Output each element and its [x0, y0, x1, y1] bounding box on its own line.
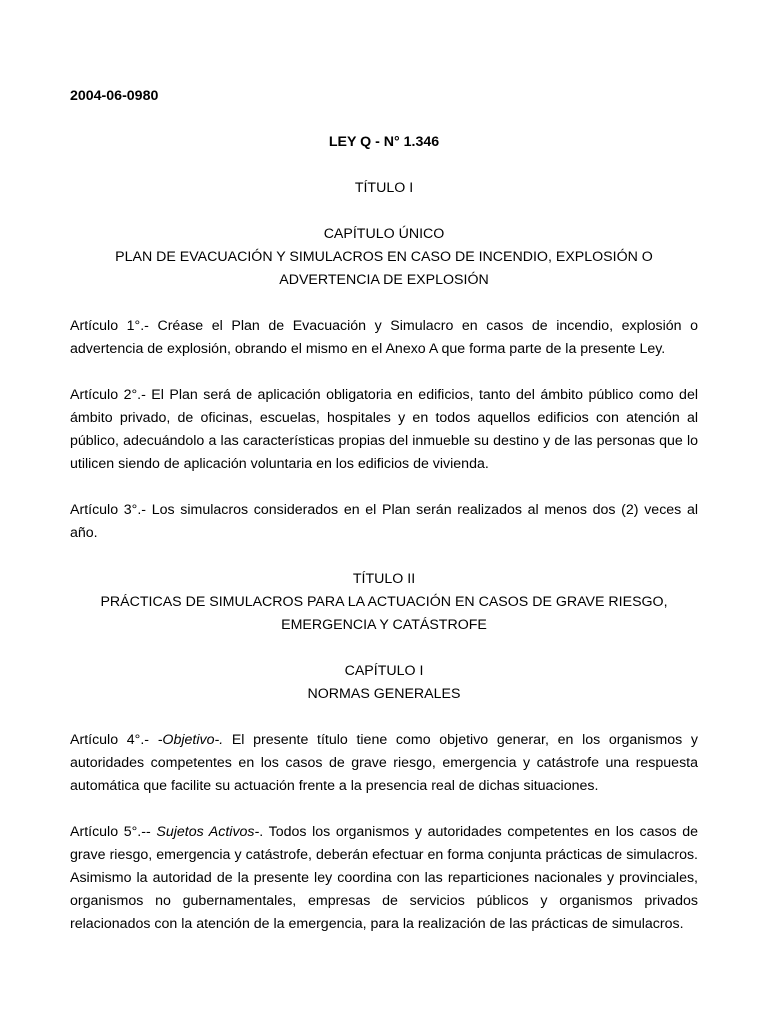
- article-3: Artículo 3°.- Los simulacros considerados en el Plan serán realizados al menos dos (2) veces al año.: [70, 502, 698, 541]
- article-1: Artículo 1°.- Créase el Plan de Evacuación y Simulacro en casos de incendio, explosión o advertencia de explosión, obrando el mismo en el Anexo A que forma parte de la presente Ley.: [70, 318, 698, 357]
- article-4-italic: -Objetivo-.: [157, 732, 224, 748]
- article-5-text: . Todos los organismos y autoridades competentes en los casos de grave riesgo, emergencia y catástrofe, deberán efectuar en forma conjunta prácticas de simulacros. Asimismo la autoridad de la presente ley coordina con las reparticiones nacionales y provinciales, organismos no gubernamentales, empresas de servicios públicos y organismos privados relacionados con la atención de la emergencia, para la realización de las prácticas de simulacros.: [70, 824, 698, 932]
- law-title: LEY Q - N° 1.346: [328, 134, 440, 150]
- article-4: [70, 729, 698, 798]
- titulo-1-heading: TÍTULO I: [354, 180, 414, 196]
- capitulo-1-heading: CAPÍTULO I: [344, 663, 424, 679]
- article-2: Artículo 2°.- El Plan será de aplicación obligatoria en edificios, tanto del ámbito público como del ámbito privado, de oficinas, escuelas, hospitales y en todos aquellos edificios con atención al público, adecuándolo a las características propias del inmueble su destino y de las personas que lo utilicen siendo de aplicación voluntaria en los edificios de vivienda.: [70, 387, 698, 472]
- article-5-prefix: Artículo 5°.--: [70, 824, 157, 840]
- capitulo-1-name: NORMAS GENERALES: [307, 686, 461, 702]
- titulo-1-name-line1: PLAN DE EVACUACIÓN Y SIMULACROS EN CASO DE INCENDIO, EXPLOSIÓN O: [115, 249, 653, 265]
- article-4-text: El presente título tiene como objetivo generar, en los organismos y autoridades competentes en los casos de grave riesgo, emergencia y catástrofe una respuesta automática que facilite su actuación frente a la presencia real de dichas situaciones.: [70, 732, 698, 794]
- document-page: [70, 85, 698, 936]
- titulo-2-heading: TÍTULO II: [352, 571, 416, 587]
- capitulo-unico-heading: CAPÍTULO ÚNICO: [323, 226, 445, 242]
- article-4-prefix: Artículo 4°.-: [70, 732, 158, 748]
- titulo-2-name-line1: PRÁCTICAS DE SIMULACROS PARA LA ACTUACIÓN EN CASOS DE GRAVE RIESGO,: [100, 594, 668, 610]
- titulo-1-name-line2: ADVERTENCIA DE EXPLOSIÓN: [279, 272, 489, 288]
- article-5: [70, 821, 698, 936]
- document-code: 2004-06-0980: [70, 88, 159, 104]
- titulo-2-name-line2: EMERGENCIA Y CATÁSTROFE: [281, 617, 487, 633]
- article-5-italic: Sujetos Activos-: [156, 824, 260, 840]
